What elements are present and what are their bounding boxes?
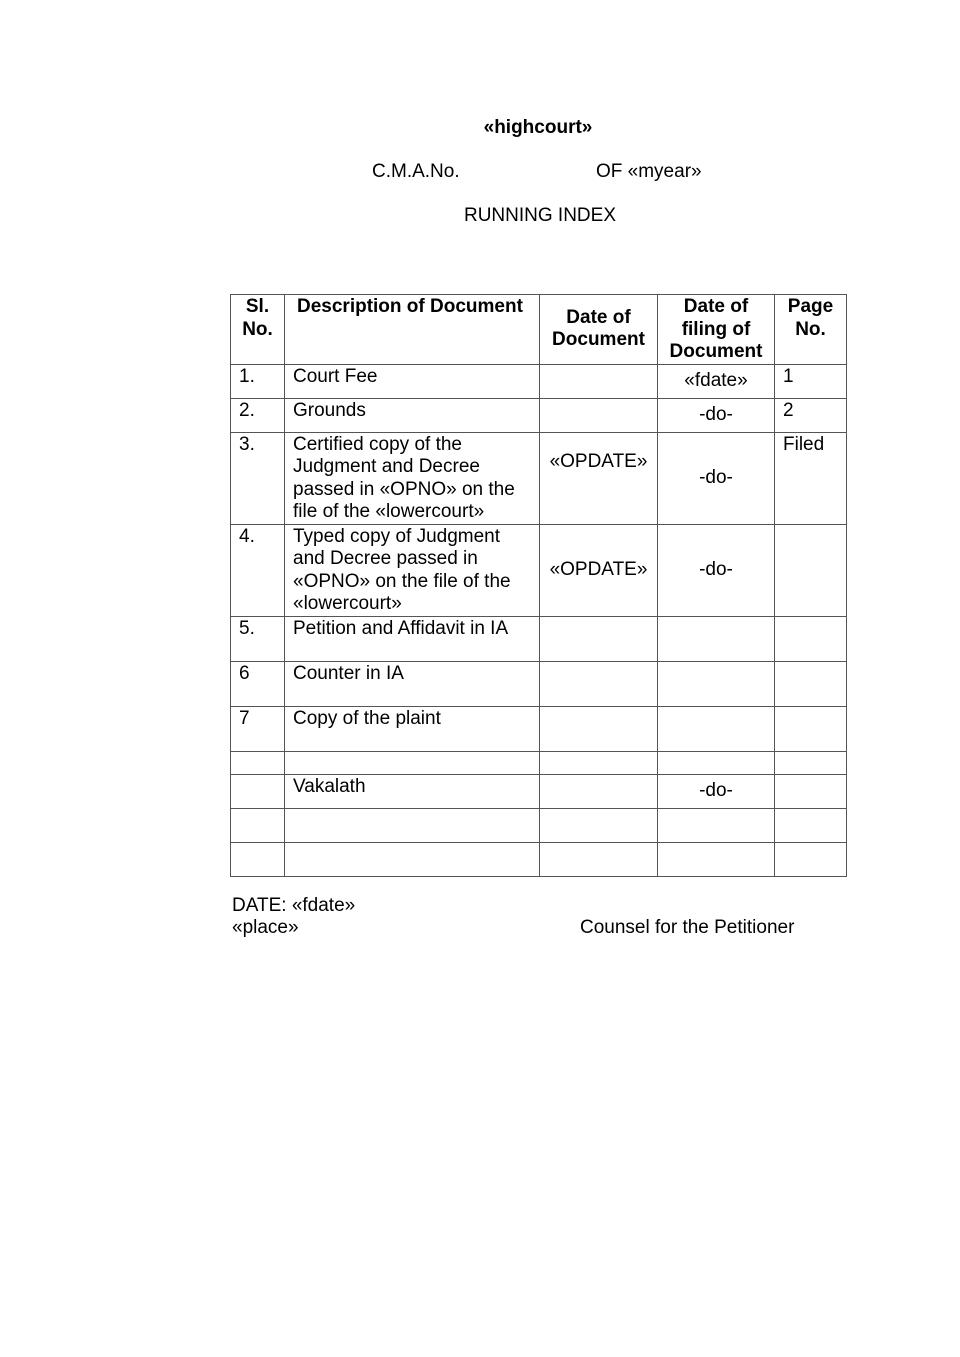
table-row [231,842,847,876]
header-date-filing-line: filing of [681,318,751,340]
table-row [231,808,847,842]
sl-cell: 2. [231,398,285,432]
page-no-cell [775,808,847,842]
description-cell [285,808,540,842]
date-of-filing-cell: «fdate» [658,364,775,398]
table-row [231,524,847,616]
date-of-document-cell [540,751,658,774]
sl-cell: 5. [231,616,285,661]
header-date-doc-line: Date of [566,306,631,328]
description-line: and Decree passed in [293,548,478,569]
description-cell: Copy of the plaint [285,706,540,751]
description-line: «lowercourt» [293,593,402,614]
date-of-filing-cell: -do- [658,432,775,524]
sl-cell [231,808,285,842]
header-description: Description of Document [285,295,540,365]
sl-cell: 7 [231,706,285,751]
page-no-cell [775,842,847,876]
description-cell: Petition and Affidavit in IA [285,616,540,661]
court-name: «highcourt» [483,117,593,138]
header-sl-no [231,295,285,365]
sl-cell: 1. [231,364,285,398]
description-cell: Vakalath [285,774,540,808]
page-no-cell [775,774,847,808]
description-line: Certified copy of the [293,433,462,455]
description-line: passed in «OPNO» on the [293,478,515,500]
date-of-document-cell [540,808,658,842]
header-date-filing-line: Date of [683,296,749,317]
description-cell [285,524,540,616]
page-no-cell [775,661,847,706]
header-date-filing-line: Document [669,341,763,362]
table-row [231,661,847,706]
page-no-cell [775,706,847,751]
counsel-signature-label: Counsel for the Petitioner [580,917,795,938]
description-cell: Court Fee [285,364,540,398]
date-of-filing-cell: -do- [658,524,775,616]
date-of-document-cell [540,842,658,876]
table-row [231,398,847,432]
table-row [231,706,847,751]
filing-date: DATE: «fdate» [232,895,356,916]
date-of-filing-cell [658,616,775,661]
sl-cell: 3. [231,432,285,524]
description-line: file of the «lowercourt» [293,501,485,522]
description-cell [285,842,540,876]
description-line: Judgment and Decree [293,456,480,477]
header-date-of-filing [658,295,775,365]
date-of-document-cell [540,661,658,706]
date-of-filing-cell [658,808,775,842]
header-sl-line: No. [242,318,273,340]
case-year-label: OF «myear» [596,161,702,182]
description-cell [285,432,540,524]
sl-cell: 4. [231,524,285,616]
date-of-filing-cell: -do- [658,774,775,808]
date-of-filing-cell: -do- [658,398,775,432]
table-row [231,751,847,774]
date-of-document-cell [540,616,658,661]
date-of-filing-cell [658,842,775,876]
sl-cell [231,751,285,774]
date-of-document-cell [540,364,658,398]
header-page-line: Page [787,296,834,317]
table-row [231,774,847,808]
header-page-line: No. [795,318,826,340]
header-date-doc-line: Document [552,329,645,351]
header-date-of-document [540,295,658,365]
description-line: «OPNO» on the file of the [293,570,511,592]
date-of-filing-cell [658,661,775,706]
date-of-document-cell: «OPDATE» [540,432,658,524]
filing-place: «place» [232,917,299,938]
page-no-cell [775,751,847,774]
description-line: Typed copy of Judgment [293,525,501,547]
date-of-filing-cell [658,751,775,774]
header-page-no [775,295,847,365]
date-of-document-cell [540,398,658,432]
description-cell [285,751,540,774]
date-of-document-cell [540,706,658,751]
table-row [231,432,847,524]
sl-cell: 6 [231,661,285,706]
date-of-document-cell [540,774,658,808]
case-number-label: C.M.A.No. [372,161,460,182]
header-sl-line: Sl. [245,296,270,317]
date-of-document-cell: «OPDATE» [540,524,658,616]
description-cell: Grounds [285,398,540,432]
page-no-cell [775,524,847,616]
date-of-filing-cell [658,706,775,751]
page-no-cell [775,616,847,661]
running-index-table [230,294,847,877]
description-cell: Counter in IA [285,661,540,706]
sl-cell [231,774,285,808]
page-no-cell: 1 [775,364,847,398]
table-row [231,364,847,398]
page-no-cell: Filed [775,432,847,524]
table-header-row [231,295,847,365]
table-row [231,616,847,661]
document-title: RUNNING INDEX [463,205,616,226]
sl-cell [231,842,285,876]
page-no-cell: 2 [775,398,847,432]
